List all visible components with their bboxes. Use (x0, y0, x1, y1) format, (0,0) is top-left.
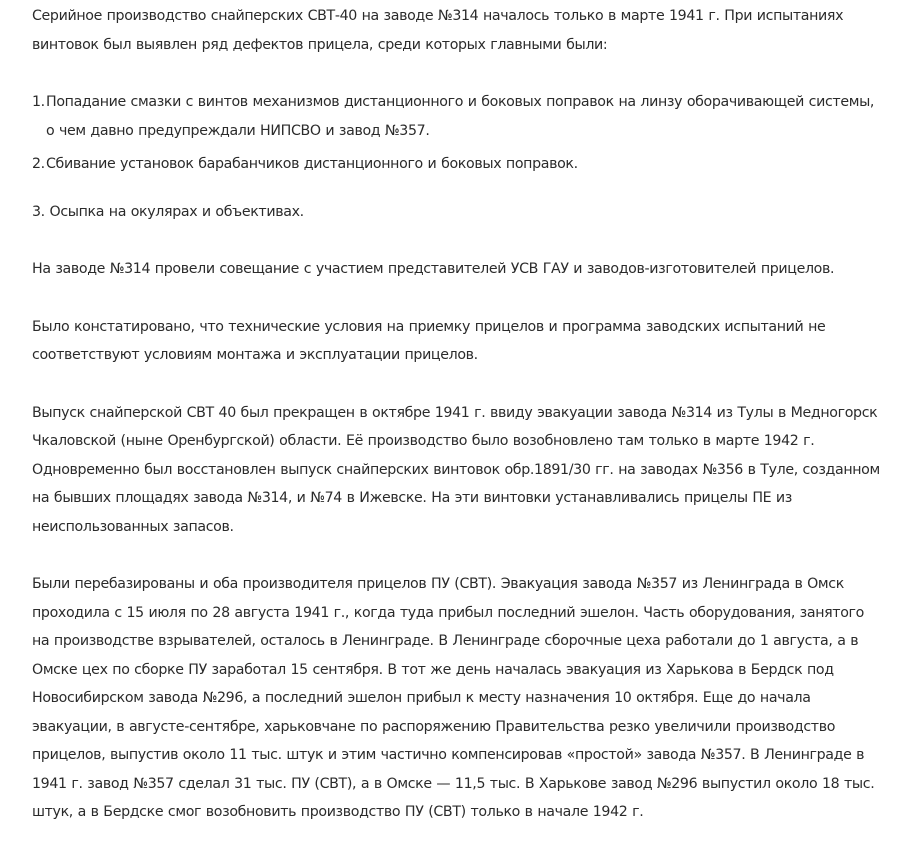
defects-list (32, 88, 882, 179)
paragraph-evacuation-314: Выпуск снайперской СВТ 40 был прекращен в октябре 1941 г. ввиду эвакуации завода №314 из Тулы в Медногорск Чкаловской (ныне Оренбургской) области. Её производство было возобновлено там только в марте 1942 г. Одновременно был восстановлен выпуск снайперских винтовок обр.1891/30 гг. на заводах №356 в Туле, созданном на бывших площадях завода №314, и №74 в Ижевске. На эти винтовки устанавливались прицелы ПЕ из неиспользованных запасов. (32, 404, 880, 535)
list-item-text: Попадание смазки с винтов механизмов дистанционного и боковых поправок на линзу оборачивающей системы, о чем давно предупреждали НИПСВО и завод №357. (46, 94, 875, 139)
list-item (32, 88, 882, 145)
list-item-number: 2. (32, 156, 45, 172)
article-body (32, 2, 882, 827)
list-item-text: Сбивание установок барабанчиков дистанционного и боковых поправок. (46, 156, 578, 172)
paragraph-intro: Серийное производство снайперских СВТ-40 на заводе №314 началось только в марте 1941 г. При испытаниях винтовок был выявлен ряд дефектов прицела, среди которых главными были: (32, 8, 844, 53)
list-item (32, 150, 882, 179)
paragraph-meeting: На заводе №314 провели совещание с участием представителей УСВ ГАУ и заводов-изготовителей прицелов. (32, 261, 835, 277)
paragraph-conditions: Было констатировано, что технические условия на приемку прицелов и программа заводских испытаний не соответствуют условиям монтажа и эксплуатации прицелов. (32, 318, 826, 363)
paragraph-defect-3: 3. Осыпка на окулярах и объективах. (32, 203, 304, 220)
list-item-number: 1. (32, 94, 45, 110)
paragraph-scope-producers: Были перебазированы и оба производителя прицелов ПУ (СВТ). Эвакуация завода №357 из Ленинграда в Омск проходила с 15 июля по 28 августа 1941 г., когда туда прибыл последний эшелон. Часть оборудования, занятого на производстве взрывателей, осталось в Ленинграде. В Ленинграде сборочные цеха работали до 1 августа, а в Омске цех по сборке ПУ заработал 15 сентября. В тот же день началась эвакуация из Харькова в Бердск под Новосибирском завода №296, а последний эшелон прибыл к месту назначения 10 октября. Еще до начала эвакуации, в августе-сентябре, харьковчане по распоряжению Правительства резко увеличили производство прицелов, выпустив около 11 тыс. штук и этим частично компенсировав «простой» завода №357. В Ленинграде в 1941 г. завод №357 сделал 31 тыс. ПУ (СВТ), а в Омске — 11,5 тыс. В Харькове завод №296 выпустил около 18 тыс. штук, а в Бердске смог возобновить производство ПУ (СВТ) только в начале 1942 г. (32, 576, 875, 820)
